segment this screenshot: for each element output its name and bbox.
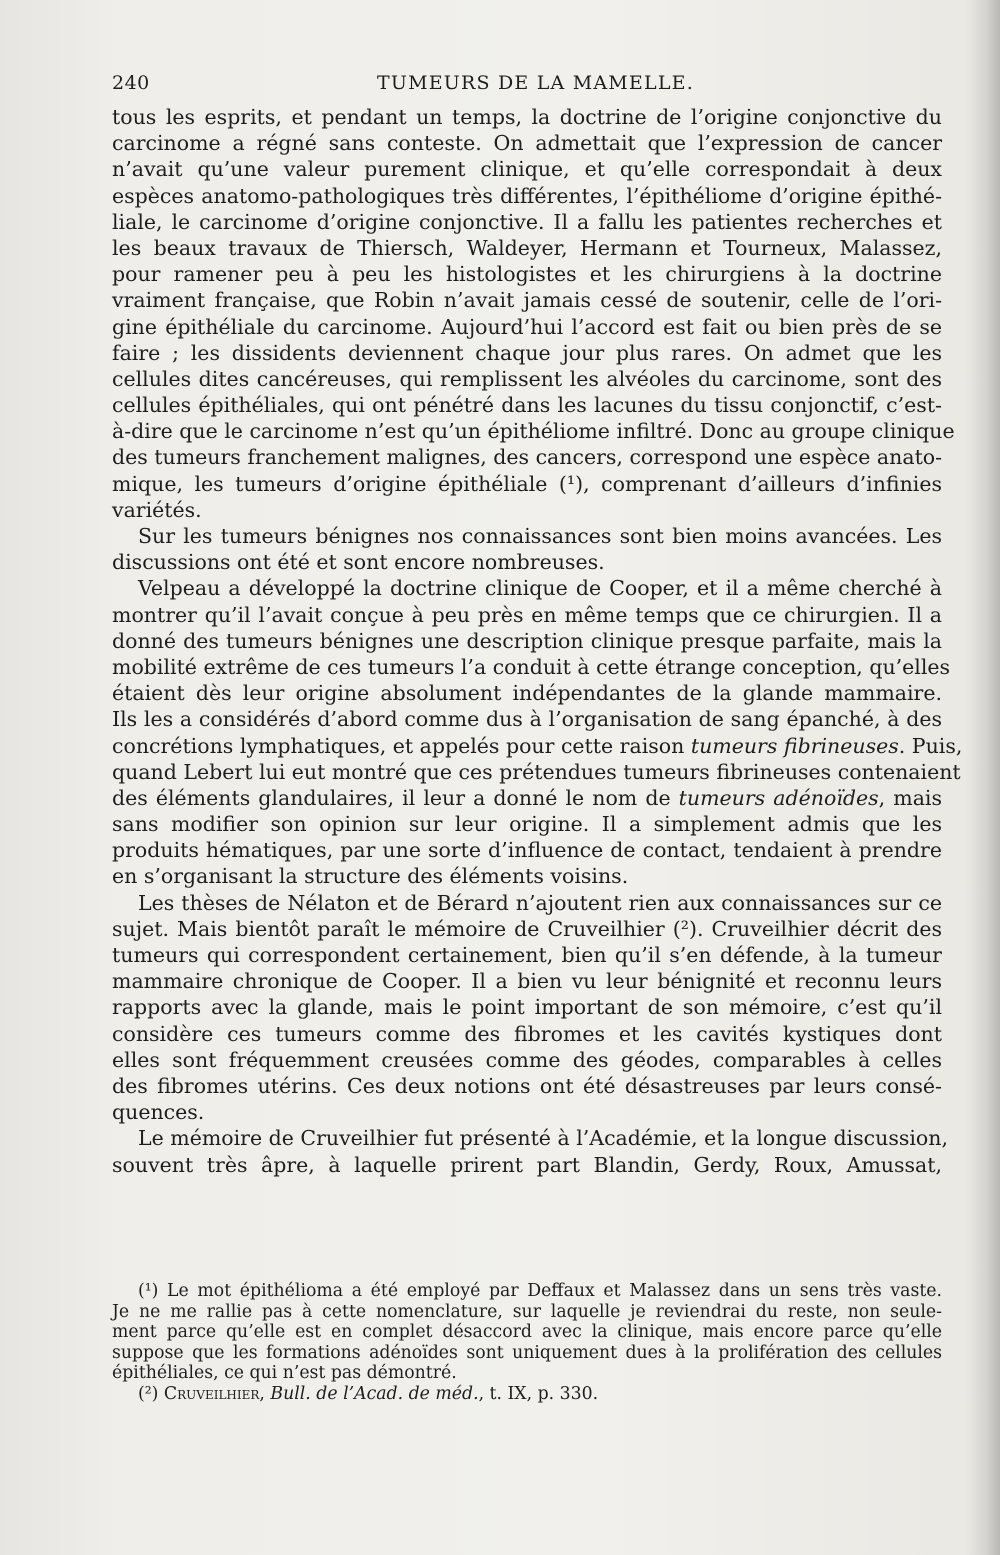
emphasis-text: Bull. de l’Acad. de méd. <box>270 1383 479 1404</box>
text-line: quences. <box>112 1100 205 1125</box>
text-line: Velpeau a développé la doctrine clinique de Cooper, et il a même cherché à <box>138 576 942 601</box>
body-text <box>112 104 963 1178</box>
text-line: concrétions lymphatiques, et appelés pour cette raison tumeurs fibrineuses. Puis, <box>112 733 963 758</box>
text-line: espèces anatomo-pathologiques très différentes, l’épithéliome d’origine épithé- <box>112 183 942 208</box>
text-line: sujet. Mais bientôt paraît le mémoire de Cruveilhier (²). Cruveilhier décrit des <box>112 916 942 941</box>
text-line: gine épithéliale du carcinome. Aujourd’hui l’accord est fait ou bien près de se <box>112 314 942 339</box>
text-line: sans modifier son opinion sur leur origine. Il a simplement admis que les <box>112 812 942 837</box>
text-line: montrer qu’il l’avait conçue à peu près en même temps que ce chirurgien. Il a <box>112 602 942 627</box>
text-line: cellules épithéliales, qui ont pénétré dans les lacunes du tissu conjonctif, c’est- <box>112 393 942 418</box>
text-line: tous les esprits, et pendant un temps, la doctrine de l’origine conjonctive du <box>112 105 942 129</box>
text-line: variétés. <box>112 497 202 522</box>
text-line: donné des tumeurs bénignes une description clinique presque parfaite, mais la <box>112 628 942 653</box>
text-line: produits hématiques, par une sorte d’influence de contact, tendaient à prendre <box>112 838 942 863</box>
text-line: mique, les tumeurs d’origine épithéliale (¹), comprenant d’ailleurs d’infinies <box>112 471 942 496</box>
text-line: Sur les tumeurs bénignes nos connaissances sont bien moins avancées. Les <box>138 524 942 548</box>
text-line: Les thèses de Nélaton et de Bérard n’ajoutent rien aux connaissances sur ce <box>138 890 942 915</box>
text-line: étaient dès leur origine absolument indépendantes de la glande mammaire. <box>112 681 942 706</box>
text-line: en s’organisant la structure des éléments voisins. <box>112 864 629 889</box>
running-head: TUMEURS DE LA MAMELLE. <box>377 72 694 94</box>
footnote-line: ment parce qu’elle est en complet désaccord avec la clinique, mais encore parce qu’elle <box>112 1322 942 1343</box>
text-line: elles sont fréquemment creusées comme des géodes, comparables à celles <box>112 1047 942 1072</box>
emphasis-text: tumeurs adénoïdes <box>678 785 879 810</box>
footnote-line: suppose que les formations adénoïdes sont uniquement dues à la prolifération des cellules <box>112 1342 942 1363</box>
emphasis-text: tumeurs fibrineuses <box>690 733 899 758</box>
text-line: considère ces tumeurs comme des fibromes et les cavités kystiques dont <box>112 1021 942 1046</box>
text-line: souvent très âpre, à laquelle prirent part Blandin, Gerdy, Roux, Amussat, <box>112 1152 942 1177</box>
text-line: Ils les a considérés d’abord comme dus à l’organisation de sang épanché, à des <box>112 707 942 732</box>
text-line: des fibromes utérins. Ces deux notions ont été désastreuses par leurs consé- <box>112 1073 942 1098</box>
footnote-line: Je ne me rallie pas à cette nomenclature, sur laquelle je reviendrai du reste, non seule- <box>112 1301 942 1322</box>
emphasis-text: Cruveilhier <box>163 1383 260 1404</box>
text-line: discussions ont été et sont encore nombreuses. <box>112 550 605 575</box>
text-line: faire ; les dissidents deviennent chaque jour plus rares. On admet que les <box>112 340 942 365</box>
text-line: n’avait qu’une valeur purement clinique, et qu’elle correspondait à deux <box>112 157 942 182</box>
text-line: Le mémoire de Cruveilhier fut présenté à l’Académie, et la longue discussion, <box>138 1126 948 1151</box>
text-line: des éléments glandulaires, il leur a donné le nom de tumeurs adénoïdes, mais <box>112 785 942 810</box>
text-line: vraiment française, que Robin n’avait jamais cessé de soutenir, celle de l’ori- <box>112 288 942 313</box>
text-line: cellules dites cancéreuses, qui remplissent les alvéoles du carcinome, sont des <box>112 366 942 391</box>
footnote-line: (²) Cruveilhier, Bull. de l’Acad. de méd., t. IX, p. 330. <box>138 1383 599 1404</box>
footnote-line: (¹) Le mot épithélioma a été employé par Deffaux et Malassez dans un sens très vaste. <box>138 1281 942 1301</box>
footnotes <box>112 1281 942 1405</box>
text-line: tumeurs qui correspondent certainement, bien qu’il s’en défende, à la tumeur <box>112 943 942 967</box>
page-edge-shadow <box>966 0 1000 1555</box>
text-line: à-dire que le carcinome n’est qu’un épithéliome infiltré. Donc au groupe clinique <box>112 419 955 444</box>
text-line: mammaire chronique de Cooper. Il a bien vu leur bénignité et reconnu leurs <box>112 969 942 994</box>
text-line: mobilité extrême de ces tumeurs l’a conduit à cette étrange conception, qu’elles <box>112 654 951 679</box>
text-line: rapports avec la glande, mais le point important de son mémoire, c’est qu’il <box>112 995 942 1020</box>
text-line: liale, le carcinome d’origine conjonctive. Il a fallu les patientes recherches et <box>112 209 942 234</box>
page-number: 240 <box>112 72 150 94</box>
text-line: quand Lebert lui eut montré que ces prétendues tumeurs fibrineuses contenaient <box>112 759 961 784</box>
footnote-line: épithéliales, ce qui n’est pas démontré. <box>112 1363 457 1384</box>
text-line: des tumeurs franchement malignes, des cancers, correspond une espèce anato- <box>112 445 943 470</box>
text-line: les beaux travaux de Thiersch, Waldeyer, Hermann et Tourneux, Malassez, <box>112 235 942 260</box>
page-header <box>112 72 942 96</box>
text-line: pour ramener peu à peu les histologistes et les chirurgiens à la doctrine <box>112 262 942 287</box>
text-line: carcinome a régné sans conteste. On admettait que l’expression de cancer <box>112 131 942 156</box>
